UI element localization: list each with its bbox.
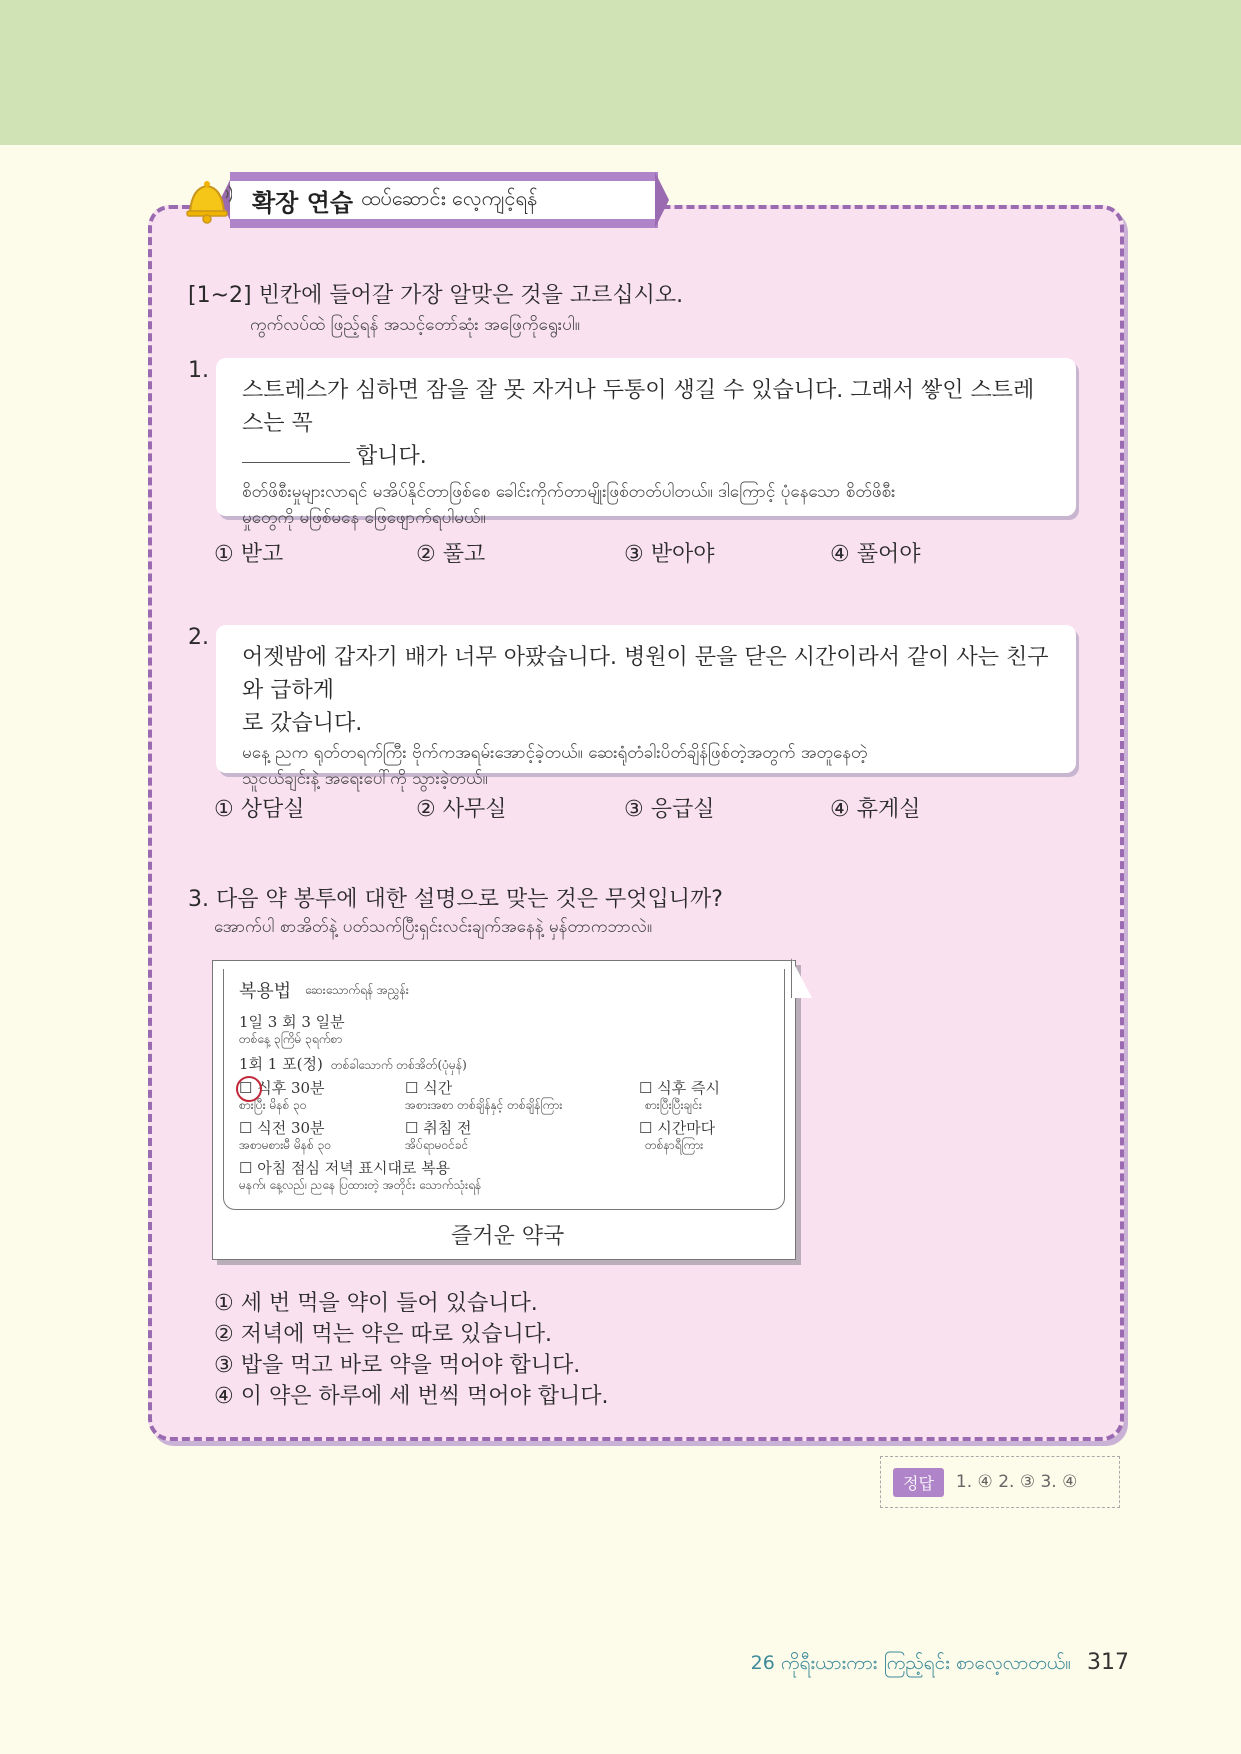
q1-option-1[interactable]: ① 받고 [214, 542, 284, 567]
q2-option-2[interactable]: ② 사무실 [416, 797, 507, 822]
dosage-days: 1일 3 회 3 일분 [239, 1013, 345, 1031]
q2-option-4[interactable]: ④ 휴게실 [830, 797, 921, 822]
checkbox-as-marked: ☐ 아침 점심 저녁 표시대로 복용 [239, 1159, 451, 1177]
question-3-title: 3. 다음 약 봉투에 대한 설명으로 맞는 것은 무엇입니까? [188, 887, 723, 912]
question-1-box [216, 358, 1076, 528]
q3-option-2[interactable]: ② 저녁에 먹는 약은 따로 있습니다. [214, 1322, 552, 1347]
answer-blank [242, 461, 350, 463]
checkbox-between-meals: ☐ 식간 [405, 1079, 453, 1097]
section-title-ko: 확장 연습 [252, 188, 354, 217]
question-2-translation-line2: သူငယ်ချင်းနဲ့ အရေးပေါ်ကို သွားခဲ့တယ်။ [242, 769, 488, 789]
question-1-text-line2: 합니다. [356, 444, 427, 469]
section-header [230, 172, 658, 228]
q1-option-4[interactable]: ④ 풀어야 [830, 542, 921, 567]
envelope-heading: 복용법 [239, 981, 292, 1002]
dosage-per-time-translation: တစ်ခါသောက် တစ်အိတ်(ပုံမှန်) [331, 1058, 467, 1072]
q1-option-2[interactable]: ② 풀고 [416, 542, 486, 567]
dosage-per-time: 1회 1 포(정) [239, 1055, 323, 1073]
answer-key [880, 1456, 1120, 1508]
medicine-envelope [212, 960, 796, 1260]
pharmacy-name: 즐거운 약국 [451, 1224, 565, 1249]
checkbox-right-after-meal: ☐ 식후 즉시 [639, 1079, 720, 1097]
question-2-number: 2. [188, 625, 209, 650]
question-1-number: 1. [188, 358, 209, 383]
page-number: 317 [1087, 1650, 1129, 1675]
checkbox-before-meal-30-translation: အစာမစားမီ မိနစ် ၃၀ [239, 1138, 332, 1152]
q2-option-3[interactable]: ③ 응급실 [624, 797, 715, 822]
checkbox-as-marked-translation: မနက်၊ နေ့လည်၊ ညနေ ပြထားတဲ့ အတိုင်း သောက်သုံးရန် [239, 1178, 482, 1192]
question-2-box [216, 625, 1076, 789]
red-check-circle [236, 1076, 262, 1102]
instruction-my: ကွက်လပ်ထဲ ဖြည့်ရန် အသင့်တော်ဆုံး အဖြေကိုရွေးပါ။ [250, 315, 580, 335]
envelope-heading-translation: ဆေးသောက်ရန် အညွှန်း [305, 983, 409, 997]
checkbox-before-bed: ☐ 취침 전 [405, 1119, 472, 1137]
section-title-my: ထပ်ဆောင်း လေ့ကျင့်ရန် [361, 186, 538, 210]
top-color-band [0, 0, 1241, 145]
q3-option-3[interactable]: ③ 밥을 먹고 바로 약을 먹어야 합니다. [214, 1353, 581, 1378]
q2-option-1[interactable]: ① 상담실 [214, 797, 305, 822]
checkbox-every-hour-translation: တစ်နာရီကြား [645, 1138, 704, 1152]
checkbox-before-bed-translation: အိပ်ရာမဝင်ခင် [405, 1138, 469, 1152]
checkbox-right-after-meal-translation: စားပြီးပြီးချင်း [645, 1098, 702, 1112]
dosage-days-translation: တစ်နေ့ ၃ကြိမ် ၃ရက်စာ [239, 1032, 343, 1046]
question-2-translation-line1: မနေ့ ညက ရုတ်တရက်ကြီး ဗိုက်ကအရမ်းအောင့်ခဲ့တယ်။ ဆေးရုံတံခါးပိတ်ချိန်ဖြစ်တဲ့အတွက် အတူနေတဲ့ [242, 743, 868, 763]
checkbox-every-hour: ☐ 시간마다 [639, 1119, 716, 1137]
q1-option-3[interactable]: ③ 받아야 [624, 542, 715, 567]
question-2-text-line2: 로 갔습니다. [242, 711, 363, 736]
answer-key-text: 1. ④ 2. ③ 3. ④ [955, 1472, 1078, 1492]
checkbox-between-meals-translation: အစားအစာ တစ်ချိန်နှင့် တစ်ချိန်ကြား [405, 1098, 563, 1112]
checkbox-before-meal-30: ☐ 식전 30분 [239, 1119, 325, 1137]
answer-key-label: 정답 [893, 1468, 944, 1497]
question-1-translation-line2: မှုတွေကို မဖြစ်မနေ ဖြေဖျောက်ရပါမယ်။ [242, 508, 486, 528]
checkbox-after-meal-30: ☐ 식후 30분 [239, 1079, 325, 1097]
instruction-ko: [1~2] 빈칸에 들어갈 가장 알맞은 것을 고르십시오. [188, 283, 684, 308]
bell-icon [182, 176, 232, 226]
chapter-title: 26 ကိုရီးယားကား ကြည့်ရင်း စာလေ့လာတယ်။ [750, 1652, 1071, 1674]
checkbox-after-meal-30-translation: စားပြီး မိနစ် ၃၀ [239, 1098, 307, 1112]
q3-option-4[interactable]: ④ 이 약은 하루에 세 번씩 먹어야 합니다. [214, 1384, 609, 1409]
question-2-text-line1: 어젯밤에 갑자기 배가 너무 아팠습니다. 병원이 문을 닫은 시간이라서 같이 사는 친구와 급하게 [242, 645, 1049, 703]
question-1-text-line1: 스트레스가 심하면 잠을 잘 못 자거나 두통이 생길 수 있습니다. 그래서 쌓인 스트레스는 꼭 [242, 378, 1035, 436]
question-1-translation-line1: စိတ်ဖိစီးမှုများလာရင် မအိပ်နိုင်တာဖြစ်စေ ခေါင်းကိုက်တာမျိုးဖြစ်တတ်ပါတယ်။ ဒါကြောင့် ပုံနေသော စိတ်ဖိစီး [242, 482, 896, 502]
q3-option-1[interactable]: ① 세 번 먹을 약이 들어 있습니다. [214, 1291, 538, 1316]
question-3-translation: အောက်ပါ စာအိတ်နဲ့ ပတ်သက်ပြီးရှင်းလင်းချက်အနေနဲ့ မှန်တာကဘာလဲ။ [214, 917, 652, 937]
page-footer [751, 1650, 1129, 1679]
